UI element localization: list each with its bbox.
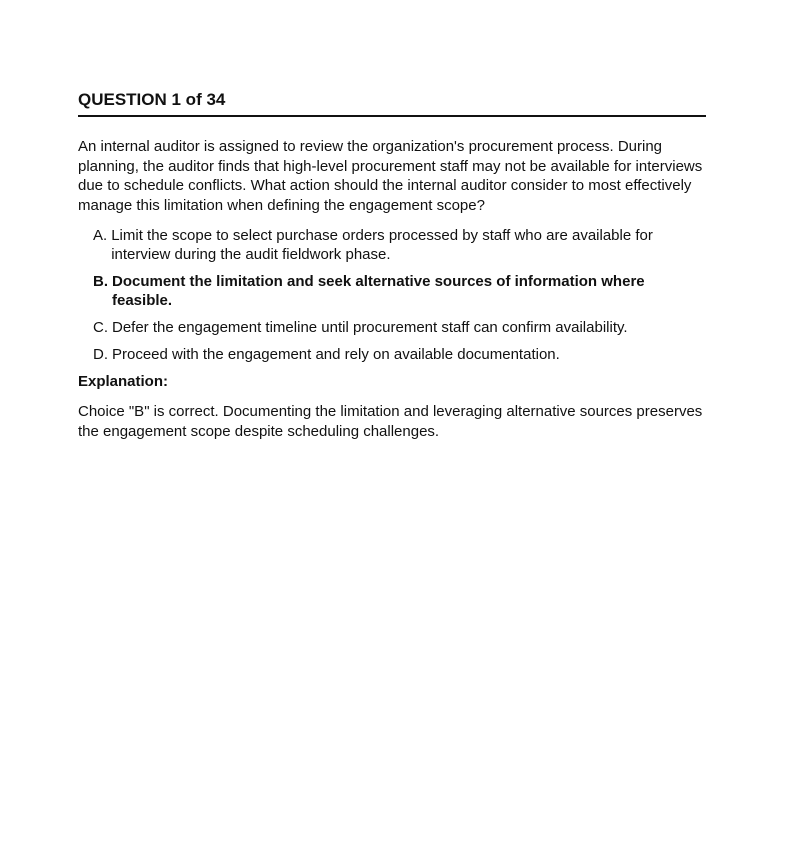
choice-b — [93, 272, 708, 310]
question-text: An internal auditor is assigned to review the organization's procurement process. During planning, the auditor finds that high-level procurement staff may not be available for interviews due to schedule conflicts. What action should the internal auditor consider to most effectively manage this limitation when defining the engagement scope? — [78, 138, 703, 214]
choice-letter: B. — [93, 273, 108, 290]
choice-text: Proceed with the engagement and rely on available documentation. — [112, 346, 560, 363]
explanation-label: Explanation: — [78, 373, 169, 390]
choice-letter: C. — [93, 319, 108, 336]
choice-a — [93, 226, 708, 264]
choice-letter: D. — [93, 346, 108, 363]
choice-d — [93, 345, 708, 364]
choice-text: Defer the engagement timeline until procurement staff can confirm availability. — [112, 319, 628, 336]
choice-text: Limit the scope to select purchase orders processed by staff who are available for interview during the audit fieldwork phase. — [111, 227, 653, 263]
answer-choices — [78, 226, 708, 364]
choice-text: Document the limitation and seek alternative sources of information where feasible. — [112, 273, 645, 309]
question-header: QUESTION 1 of 34 — [78, 90, 706, 117]
choice-c — [93, 318, 708, 337]
explanation-text: Choice "B" is correct. Documenting the limitation and leveraging alternative sources preserves the engagement scope despite scheduling challenges. — [78, 403, 703, 440]
choice-letter: A. — [93, 227, 108, 244]
